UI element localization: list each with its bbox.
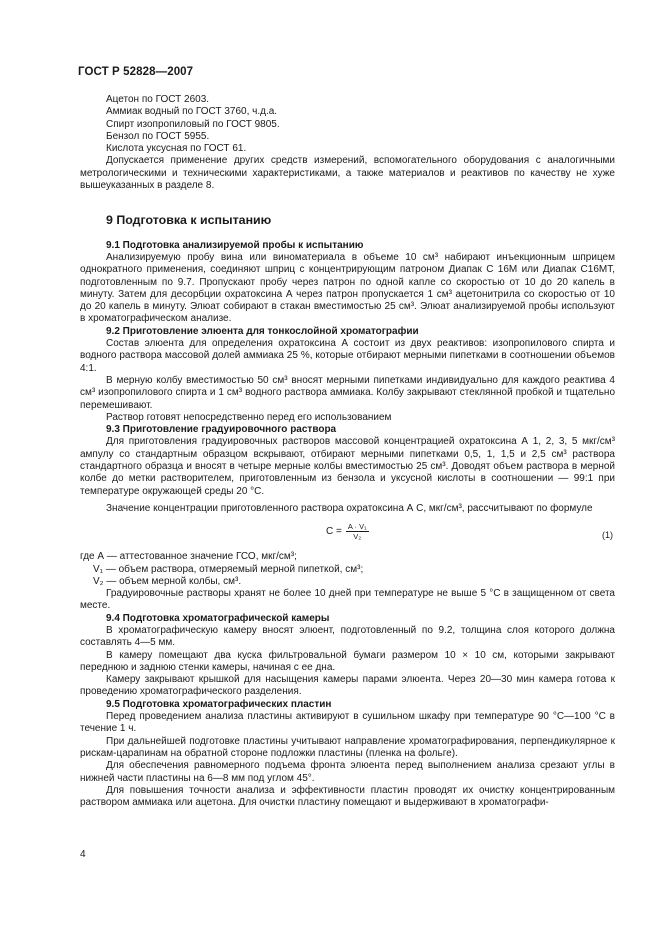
formula-legend-item: V₂ — объем мерной колбы, см³. [93,575,242,587]
paragraph: В камеру помещают два куска фильтровальной бумаги размером 10 × 10 см, которыми закрывают переднюю и заднюю стенки камеры, начиная с ее дна. [80,649,615,673]
subsection-heading-9-1: 9.1 Подготовка анализируемой пробы к испытанию [106,239,364,251]
material-item: Бензол по ГОСТ 5955. [106,130,210,142]
paragraph: Градуировочные растворы хранят не более 10 дней при температуре не выше 5 °С в защищенном от света месте. [80,588,615,612]
material-item: Аммиак водный по ГОСТ 3760, ч.д.а. [106,106,278,118]
page-body [80,94,615,809]
subsection-heading-9-3: 9.3 Приготовление градуировочного раствора [106,424,337,436]
page-number: 4 [80,849,86,860]
section-heading: 9 Подготовка к испытанию [106,213,272,228]
paragraph: Камеру закрывают крышкой для насыщения камеры парами элюента. Через 20—30 мин камера готова к проведению хроматографического разделения. [80,674,615,698]
material-item: Ацетон по ГОСТ 2603. [106,94,210,105]
paragraph: При дальнейшей подготовке пластины учитывают направление хроматографирования, перпендикулярное к рискам-царапинам на обратной стороне подложки пластины (пленка на фольге). [80,735,615,759]
formula-lhs: C = [326,525,342,537]
paragraph: Для приготовления градуировочных растворов массовой концентрацией охратоксина А 1, 2, 3, 5 мкг/см³ ампулу со стандартным образцом вскрывают, отбирают мерными пипетками 0,5, 1, 1,5 и 2,5 см³ раствора стандартного образца и вносят в четыре мерные колбы вместимостью 25 см³. Доводят объем раствора в мерной колбе до метки растворителем, приготовленным из бензола и уксусной кислоты в соотношении — 99:1 при температуре окружающей среды 20 °С. [80,436,615,497]
formula-legend-item: где А — аттестованное значение ГСО, мкг/см³; [80,551,297,563]
paragraph: Для обеспечения равномерного подъема фронта элюента перед выполнением анализа срезают углы в нижней части пластины на 6—8 мм под углом 45°. [80,760,615,784]
paragraph: Состав элюента для определения охратоксина А состоит из двух реактивов: изопропилового спирта и водного раствора массовой долей аммиака 25 %, которые отбирают мерными пипетками в соотношении объемов 4:1. [80,338,615,374]
subsection-heading-9-4: 9.4 Подготовка хроматографической камеры [106,612,330,624]
paragraph: Раствор готовят непосредственно перед его использованием [106,411,392,423]
formula-fraction [346,522,369,541]
formula-numerator: A · V₁ [347,522,367,532]
material-item: Спирт изопропиловый по ГОСТ 9805. [106,118,280,130]
paragraph: Перед проведением анализа пластины активируют в сушильном шкафу при температуре 90 °С—100 °С в течение 1 ч. [80,711,615,735]
subsection-heading-9-5: 9.5 Подготовка хроматографических пластин [106,698,332,710]
paragraph: В мерную колбу вместимостью 50 см³ вносят мерными пипетками индивидуально для каждого реактива 4 см³ изопропилового спирта и 1 см³ водного раствора аммиака. Колбу закрывают стеклянной пробкой и тщательно перемешивают. [80,374,615,411]
paragraph: Для повышения точности анализа и эффективности пластин проводят их очистку концентрированным раствором аммиака или ацетона. Для очистки пластину помещают и выдерживают в хроматографи- [80,784,615,809]
paragraph: Анализируемую пробу вина или виноматериала в объеме 10 см³ набирают инъекционным шприцем однократного применения, соединяют шприц с концентрирующим патроном Диапак С 16М или Диапак С16МТ, подготовленным по 9.7. Пропускают пробу через патрон по одной капле со скоростью от 10 до 20 капель в минуту. Затем для десорбции охратоксина А через патрон пропускается 1 см³ ацетонитрила со скоростью от 10 до 20 капель в минуту. Элюат собирают в стакан вместимостью 25 см³. Элюат анализируемой пробы используют в хроматографическом анализе. [80,251,615,325]
formula-denominator: V₂ [353,532,362,542]
formula-number: (1) [602,530,613,541]
formula-expression [326,522,369,541]
paragraph: В хроматографическую камеру вносят элюент, подготовленный по 9.2, толщина слоя которого должна составлять 4—5 мм. [80,624,615,649]
subsection-heading-9-2: 9.2 Приготовление элюента для тонкослойной хроматографии [106,325,419,337]
material-item: Кислота уксусная по ГОСТ 61. [106,143,247,155]
standard-header: ГОСТ Р 52828—2007 [78,66,194,78]
materials-note: Допускается применение других средств измерений, вспомогательного оборудования с аналогичными метрологическими и техническими характеристиками, а также материалов и реактивов по качеству не хуже вышеуказанных в разделе 8. [80,155,615,192]
formula-legend-item: V₁ — объем раствора, отмеряемый мерной пипеткой, см³; [93,563,364,575]
paragraph: Значение концентрации приготовленного раствора охратоксина А С, мкг/см³, рассчитывают по формуле [106,502,593,514]
formula-1 [80,519,615,549]
